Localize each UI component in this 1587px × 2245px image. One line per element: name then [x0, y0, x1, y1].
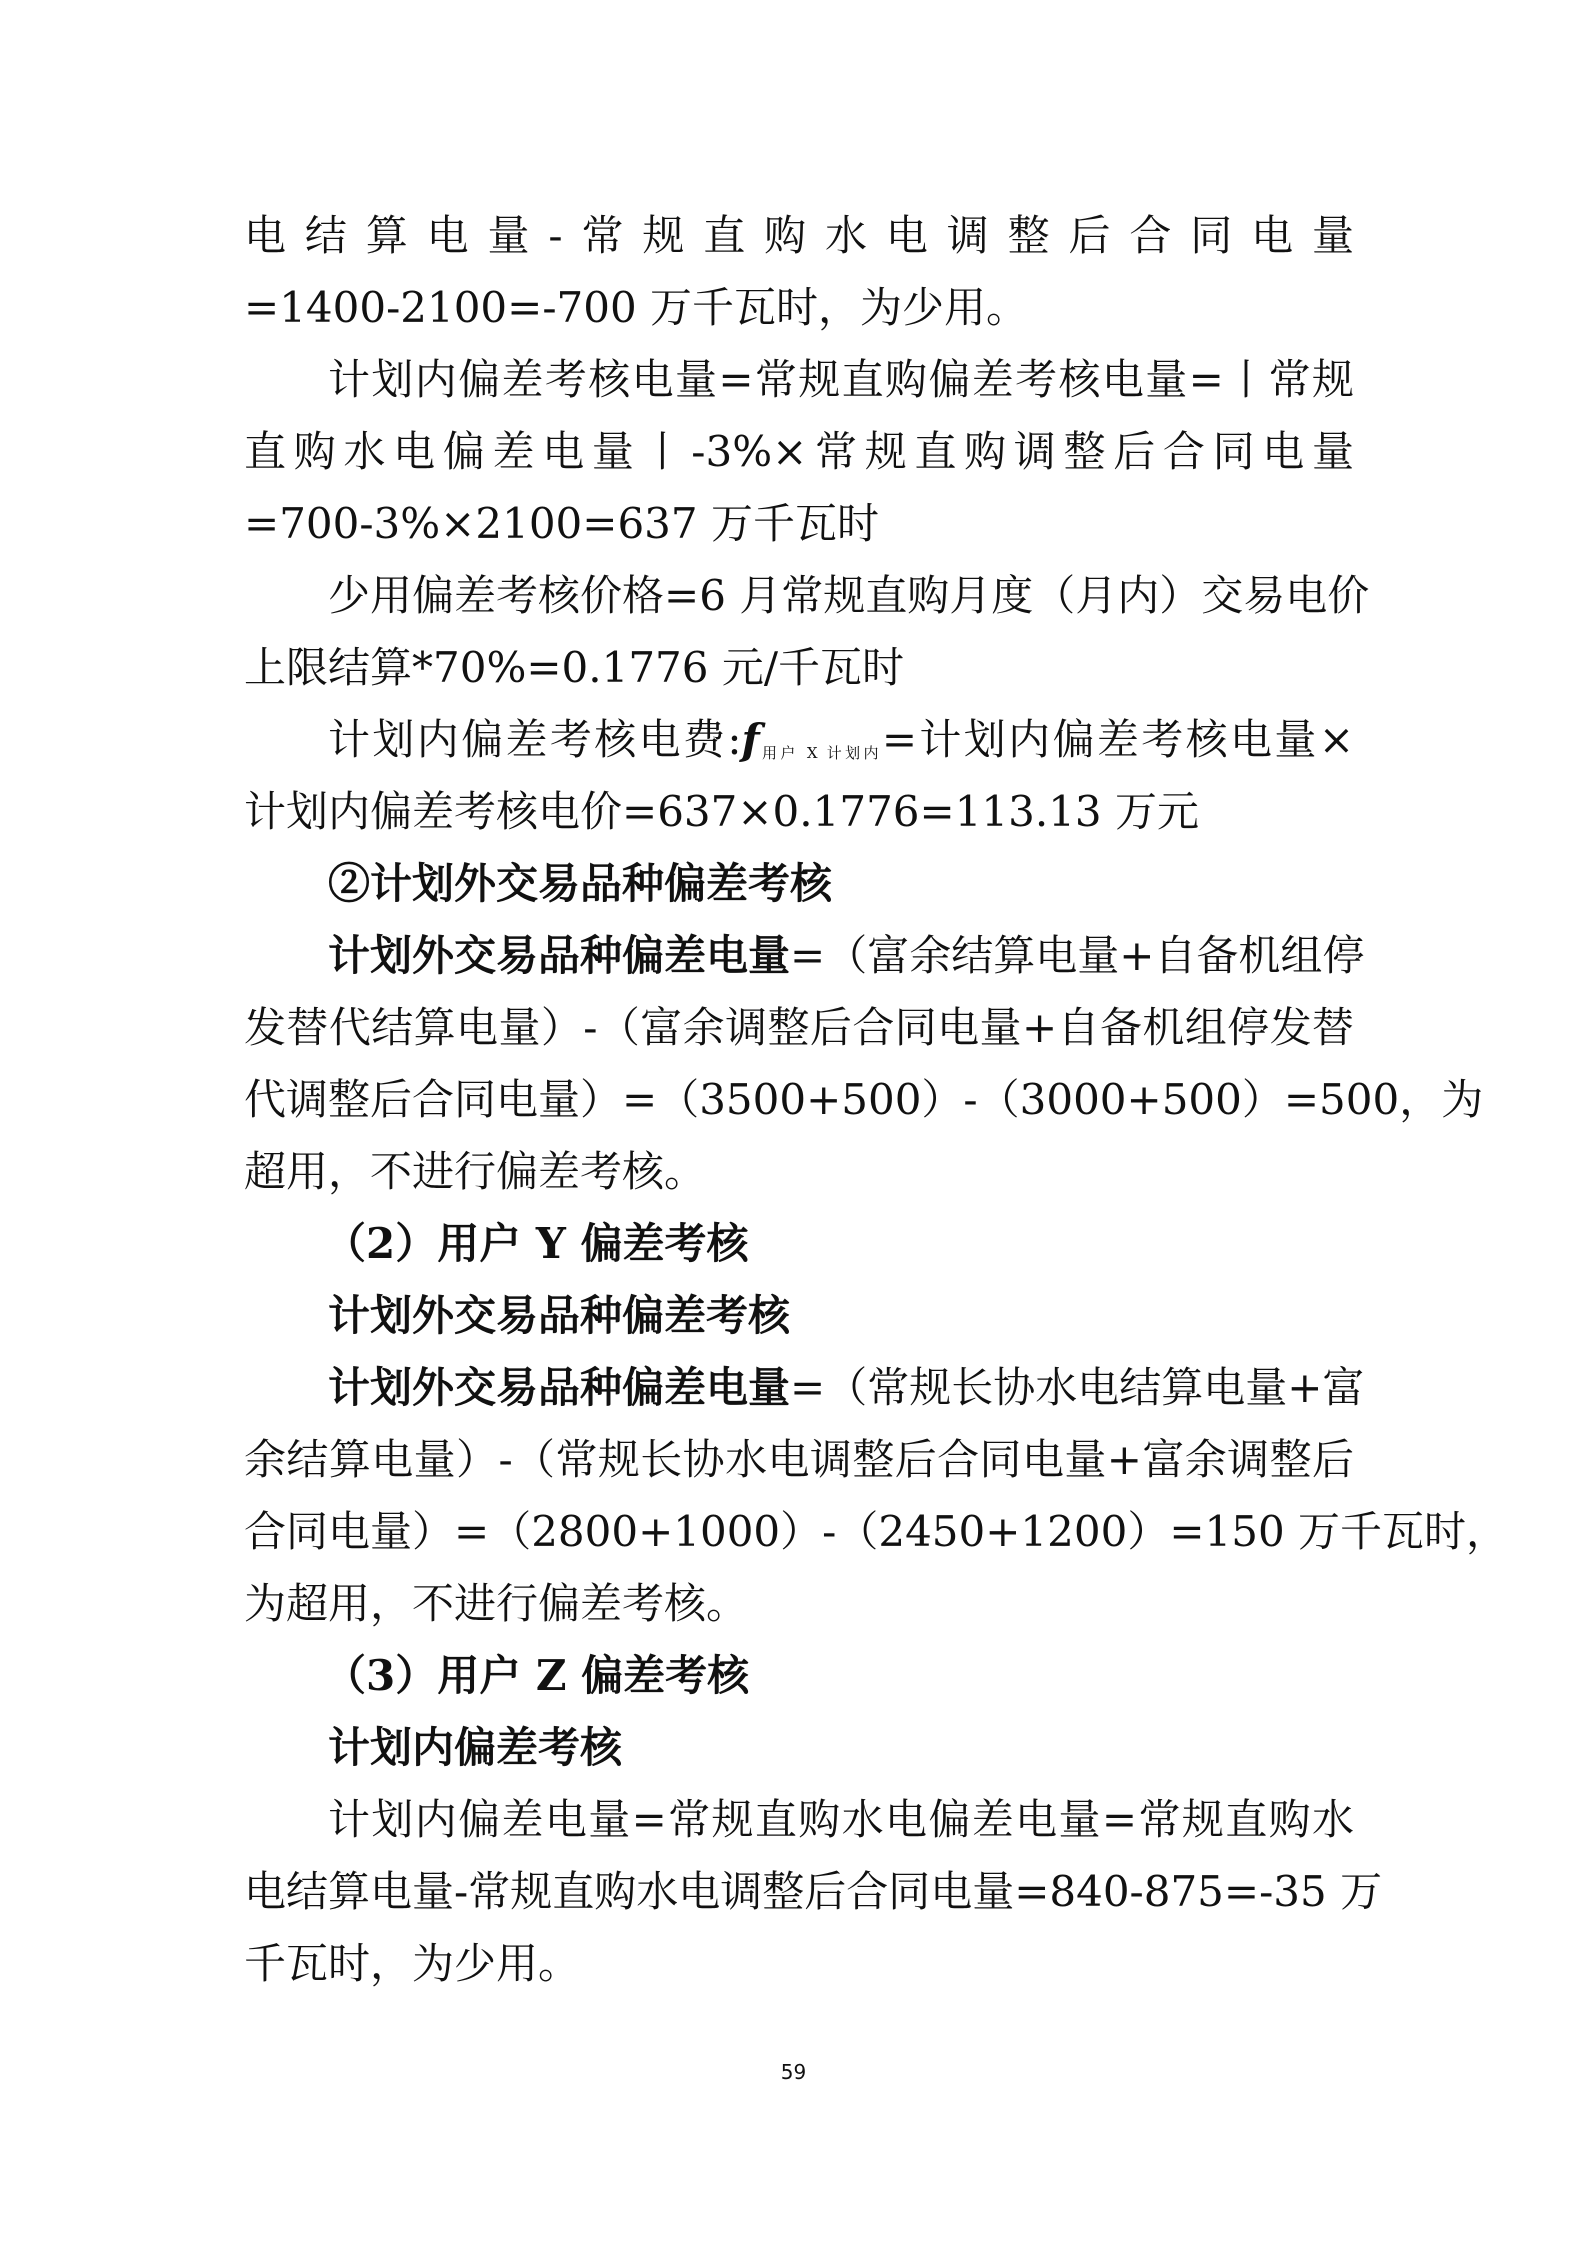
formula-suffix: =计划内偏差考核电量×: [881, 715, 1355, 764]
text-line: 千瓦时，为少用。: [244, 1939, 581, 1988]
text-line: 发替代结算电量）-（富余调整后合同电量+自备机组停发替: [244, 1003, 1354, 1052]
text-line: 上限结算*70%=0.1776 元/千瓦时: [244, 643, 905, 692]
section-heading: （3）用户 Z 偏差考核: [324, 1651, 750, 1700]
term-rest: =（富余结算电量+自备机组停: [790, 931, 1365, 980]
section-heading: ②计划外交易品种偏差考核: [328, 859, 833, 908]
text-line: 计划内偏差考核电价=637×0.1776=113.13 万元: [244, 787, 1200, 836]
section-heading: 计划外交易品种偏差考核: [328, 1291, 791, 1340]
term-rest: =（常规长协水电结算电量+富: [790, 1363, 1365, 1412]
text-line: 为超用，不进行偏差考核。: [244, 1579, 749, 1628]
fee-symbol: f: [741, 715, 760, 764]
text-line: 电结算电量-常规直购水电调整后合同电量=840-875=-35 万: [244, 1867, 1383, 1916]
section-heading: （2）用户 Y 偏差考核: [324, 1219, 749, 1268]
text-line: 合同电量）=（2800+1000）-（2450+1200）=150 万千瓦时，: [244, 1507, 1509, 1556]
text-line: =700-3%×2100=637 万千瓦时: [244, 499, 879, 548]
term-bold: 计划外交易品种偏差电量: [328, 931, 791, 980]
section-heading: 计划内偏差考核: [328, 1723, 623, 1772]
page-number: 59: [780, 2060, 807, 2084]
text-line: [244, 920, 1365, 992]
fee-subscript: 用户 X 计划内: [759, 744, 882, 762]
text-line: 超用，不进行偏差考核。: [244, 1147, 707, 1196]
text-line: =1400-2100=-700 万千瓦时，为少用。: [244, 283, 1029, 332]
text-line: 少用偏差考核价格=6 月常规直购月度（月内）交易电价: [328, 571, 1370, 620]
text-line: [244, 1352, 1365, 1424]
term-bold: 计划外交易品种偏差电量: [328, 1363, 791, 1412]
fee-formula-line: [244, 704, 1354, 776]
document-body: [244, 200, 1509, 2000]
text-line: 余结算电量）-（常规长协水电调整后合同电量+富余调整后: [244, 1435, 1354, 1484]
text-line: 代调整后合同电量）=（3500+500）-（3000+500）=500，为: [244, 1075, 1484, 1124]
text-line: 计划内偏差考核电量=常规直购偏差考核电量=丨常规: [328, 355, 1354, 404]
text-line: 计划内偏差电量=常规直购水电偏差电量=常规直购水: [328, 1795, 1354, 1844]
formula-prefix: 计划内偏差考核电费:: [328, 715, 742, 764]
text-line: 直购水电偏差电量丨-3%×常规直购调整后合同电量: [244, 427, 1354, 476]
text-line: 电结算电量-常规直购水电调整后合同电量: [244, 211, 1354, 260]
